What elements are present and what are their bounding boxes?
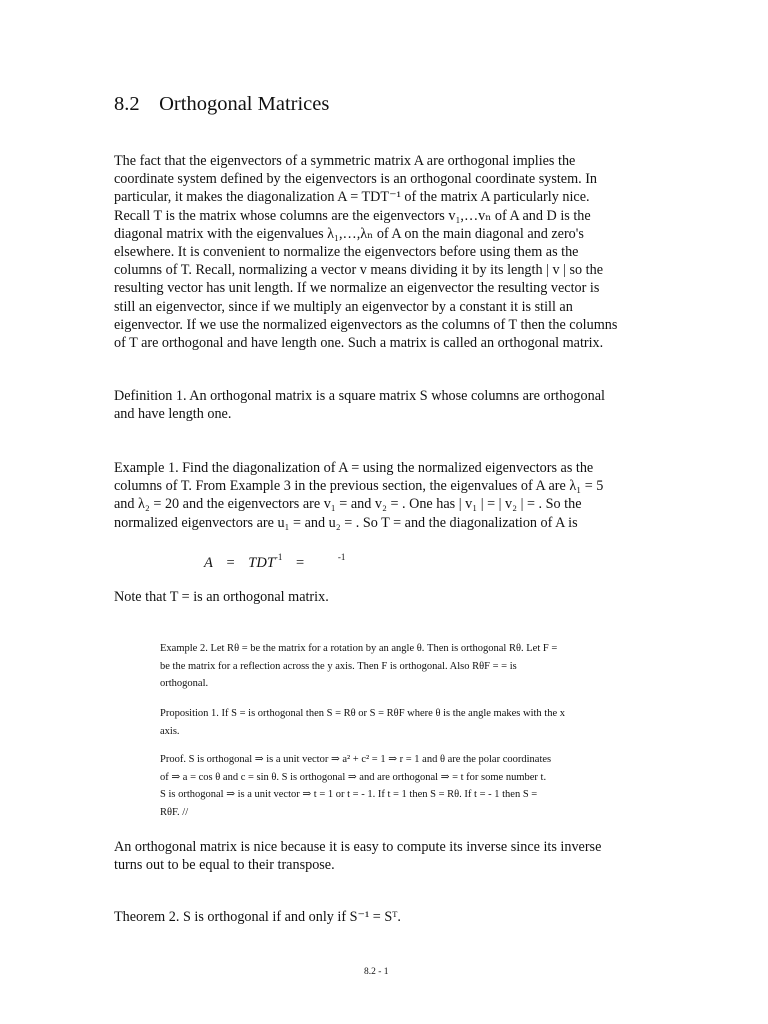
equation-rhs-exponent: -1	[337, 552, 346, 562]
section-heading	[114, 93, 329, 116]
text-line: Proof. S is orthogonal ⇒ is a unit vector ⇒ a² + c² = 1 ⇒ r = 1 and θ are the polar coordinates	[160, 754, 552, 765]
text-line: Definition 1. An orthogonal matrix is a square matrix S whose columns are orthogonal	[114, 388, 605, 404]
equation-equals: =	[296, 555, 305, 571]
text-line: and have length one.	[114, 406, 232, 423]
text-line: eigenvector. If we use the normalized eigenvectors as the columns of T then the columns	[114, 316, 618, 333]
text-line: Example 1. Find the diagonalization of A = using the normalized eigenvectors as the	[114, 460, 594, 476]
theorem-2	[114, 908, 654, 926]
text-line: Proposition 1. If S = is orthogonal then S = Rθ or S = RθF where θ is the angle makes with the x	[160, 708, 565, 719]
text-line: still an eigenvector, since if we multiply an eigenvector by a constant it is still an	[114, 298, 573, 315]
closing-paragraph	[114, 838, 654, 874]
text-line: columns of T. From Example 3 in the previous section, the eigenvalues of A are λ₁ = 5	[114, 478, 604, 495]
text-line: Recall T is the matrix whose columns are the eigenvectors v₁,…vₙ of A and D is the	[114, 207, 591, 224]
text-line: coordinate system defined by the eigenvectors is an orthogonal coordinate system. In	[114, 171, 598, 188]
text-line: normalized eigenvectors are u₁ = and u₂ = . So T = and the diagonalization of A is	[114, 514, 578, 531]
diagonalization-equation	[204, 552, 345, 572]
text-line: S is orthogonal ⇒ is a unit vector ⇒ t = 1 or t = - 1. If t = 1 then S = Rθ. If t = - 1 then S =	[160, 789, 538, 800]
text-line: RθF. //	[160, 806, 189, 818]
text-line: orthogonal.	[160, 678, 209, 689]
text-line: and λ₂ = 20 and the eigenvectors are v₁ = and v₂ = . One has | v₁ | = | v₂ | = . So the	[114, 496, 582, 513]
text-line: columns of T. Recall, normalizing a vector v means dividing it by its length | v | so the	[114, 262, 604, 279]
note-paragraph	[114, 588, 654, 606]
equation-middle-exponent: -1	[274, 552, 283, 562]
text-line: Example 2. Let Rθ = be the matrix for a rotation by an angle θ. Then is orthogonal Rθ. Let F =	[160, 643, 558, 654]
section-number: 8.2	[114, 93, 140, 115]
proposition-1	[160, 705, 660, 740]
example-1	[114, 459, 654, 532]
text-line: of T are orthogonal and have length one. Such a matrix is called an orthogonal matrix.	[114, 335, 604, 352]
text-line: turns out to be equal to their transpose.	[114, 857, 335, 874]
example-2	[160, 640, 660, 693]
text-line: of ⇒ a = cos θ and c = sin θ. S is orthogonal ⇒ and are orthogonal ⇒ = t for some number t.	[160, 771, 547, 783]
text-line: The fact that the eigenvectors of a symmetric matrix A are orthogonal implies the	[114, 153, 576, 169]
proof-block	[160, 751, 660, 821]
text-line: resulting vector has unit length. If we normalize an eigenvector the resulting vector is	[114, 280, 600, 297]
definition-1	[114, 387, 654, 423]
text-line: diagonal matrix with the eigenvalues λ₁,…,λₙ of A on the main diagonal and zero's	[114, 225, 584, 242]
text-line: axis.	[160, 725, 180, 737]
text-line: An orthogonal matrix is nice because it is easy to compute its inverse since its inverse	[114, 839, 602, 855]
text-line: elsewhere. It is convenient to normalize the eigenvectors before using them as the	[114, 244, 579, 261]
equation-equals: =	[226, 555, 235, 571]
section-title: Orthogonal Matrices	[159, 93, 330, 115]
intro-paragraph	[114, 152, 654, 352]
text-line: be the matrix for a reflection across the y axis. Then F is orthogonal. Also RθF = = is	[160, 660, 517, 672]
equation-lhs: A	[204, 555, 213, 571]
text-line: particular, it makes the diagonalization A = TDT⁻¹ of the matrix A particularly nice.	[114, 189, 590, 206]
text-line: Note that T = is an orthogonal matrix.	[114, 589, 329, 605]
equation-middle: TDT	[248, 555, 275, 571]
text-line: Theorem 2. S is orthogonal if and only if S⁻¹ = Sᵀ.	[114, 909, 401, 925]
page-number: 8.2 - 1	[364, 967, 389, 977]
